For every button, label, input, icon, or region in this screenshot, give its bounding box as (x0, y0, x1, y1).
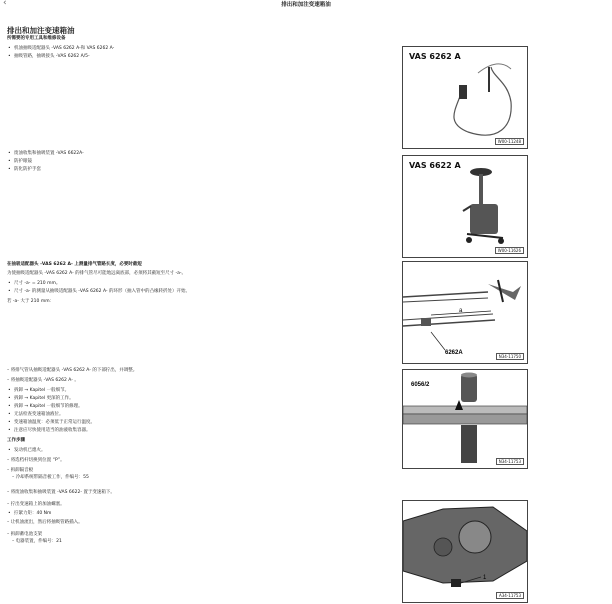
oil-collector-illustration (403, 156, 527, 257)
work-tail: • 拧紧力矩：40 Nm (14, 511, 51, 516)
work-title: 工作步骤 (7, 438, 25, 443)
pump-note: 若 -a- 大于 210 mm： (7, 299, 55, 304)
figure-transmission-drain (402, 500, 528, 603)
figure-title: VAS 6622 A (409, 161, 461, 170)
figure-code: A34-11753 (496, 592, 524, 599)
part-label: 1 (483, 575, 487, 581)
work-item: – 将选档杆切换到位置 “P”。 (7, 458, 65, 463)
figure-title: VAS 6262 A (409, 52, 461, 61)
step-bullet: • 变速箱油温度：必须低于正常运行温度。 (14, 420, 95, 425)
work-group-head: – 拆卸隔音板 (7, 468, 34, 473)
figure-vas6262a (402, 46, 528, 149)
tool-support-illustration (403, 370, 527, 468)
pump-bullet: • 尺寸 -a- = 210 mm。 (14, 281, 60, 286)
work-item: • 发动机已熄火。 (14, 448, 46, 453)
pump-adapter-illustration (403, 47, 527, 148)
transmission-illustration (403, 501, 527, 602)
work-tail: – 拧出变速箱上的加油螺塞。 (7, 502, 65, 507)
figure-code: W00-11248 (495, 138, 524, 145)
work-group-sub: – 冷却系统带隔音板工作，件编号：55 (12, 475, 89, 480)
figure-code: N34-11753 (496, 458, 524, 465)
step-bullet: • 拆卸 → Kapitel 更深的工作。 (14, 396, 74, 401)
suction-tube-illustration (403, 262, 527, 363)
work-final-head: – 拆卸蓄电池支架 (7, 532, 43, 537)
section-heading: 排出和加注变速箱油 (7, 26, 75, 35)
pump-line: 为使抽吸适配器头 -VAS 6262 A- 的排气管尽可能地远离底部，必须将其截短至尺寸 -a-。 (7, 271, 187, 276)
step-bullet: • 无法检查变速箱油液位。 (14, 412, 64, 417)
tool-item: • 废油收集和抽吸装置 -VAS 6622A- (14, 151, 84, 156)
work-tail: – 让机油流出，然后将抽吸管路插入。 (7, 520, 83, 525)
part-label: 6056/2 (411, 382, 430, 388)
tool-item: • 防化防护手套 (14, 167, 41, 172)
figure-code: N34-11750 (496, 353, 524, 360)
step-bullet: • 拆卸 → Kapitel 一般细节的修理。 (14, 404, 83, 409)
work-final-sub: – 电器装置，件编号：21 (12, 539, 62, 544)
figure-vas6622a (402, 155, 528, 258)
tool-item: • 抽吸管路，抽吸接头 -VAS 6262 A/5- (14, 54, 90, 59)
back-icon[interactable]: ‹ (3, 0, 7, 8)
part-label: 6262A (445, 350, 463, 356)
step-bullet: • 注意应尽快使用适当的油液收集容器。 (14, 428, 91, 433)
figure-6262a-measure (402, 261, 528, 364)
figure-code: W00-11626 (495, 247, 524, 254)
tool-item: • 防护眼镜 (14, 159, 32, 164)
pump-bullet: • 尺寸 -a- 的测量从抽吸适配器头 -VAS 6262 A- 的环形（抽入管中的凸缘转折处）开始。 (14, 289, 190, 294)
step-dash: – 将抽吸适配器头 -VAS 6262 A- 。 (7, 378, 79, 383)
dimension-label-a: a (459, 308, 463, 314)
figure-6056-2 (402, 369, 528, 469)
tools-title: 所需要的专用工具和维修设备 (7, 36, 66, 41)
top-bar (0, 0, 612, 9)
tool-item: • 机油抽吸适配器头 -VAS 6262 A-和 VAS 6262 A- (14, 46, 114, 51)
work-tail: – 将废油收集和抽吸装置 -VAS 6622- 置于变速箱下。 (7, 490, 115, 495)
step-dash: – 将排气管从抽吸适配器头 -VAS 6262 A- 的下部拧出，并调整。 (7, 368, 138, 373)
step-bullet: • 拆卸 → Kapitel 一般细节。 (14, 388, 69, 393)
pump-title: 在抽吸适配器头 -VAS 6262 A- 上测量排气管路长度，必要时截短 (7, 262, 142, 267)
page-title: 排出和加注变速箱油 (281, 2, 331, 8)
